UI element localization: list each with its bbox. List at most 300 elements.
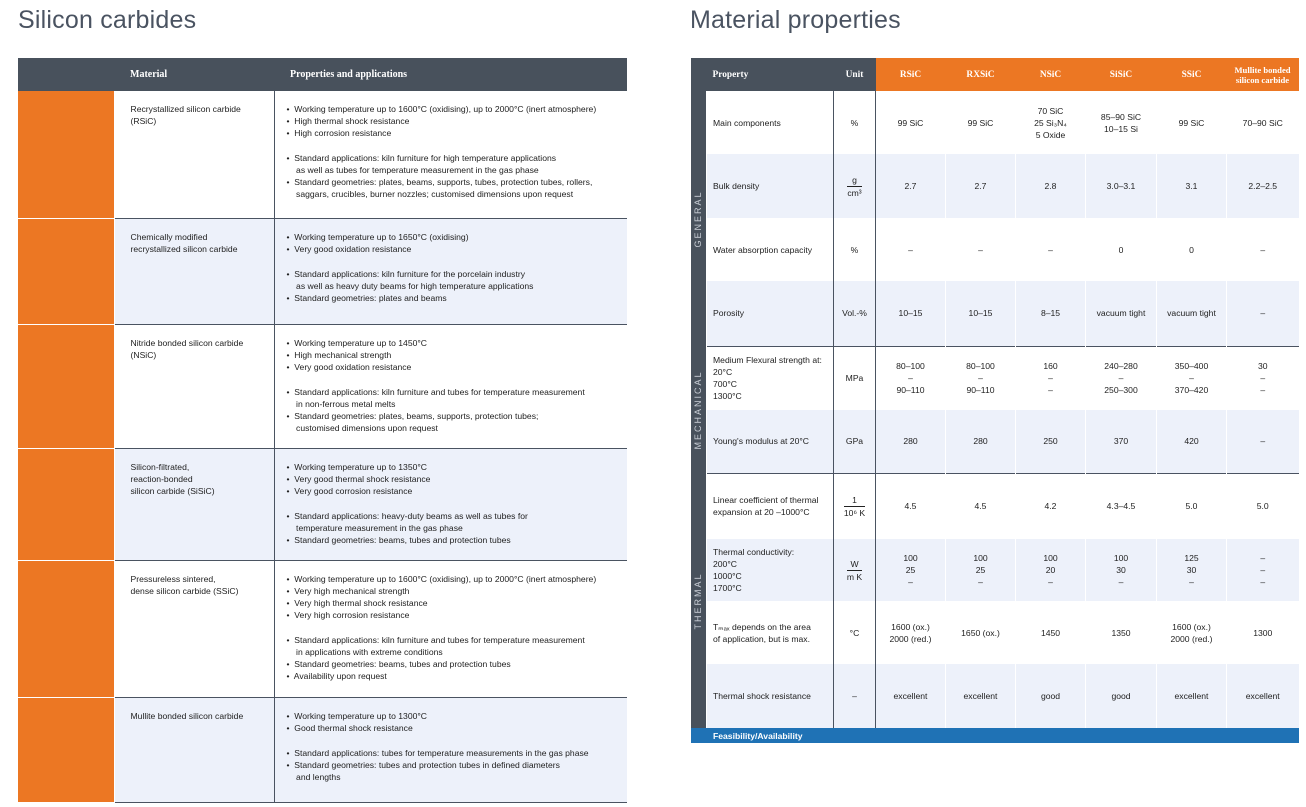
value-cell bbox=[1016, 91, 1086, 154]
property-line: • Very good oxidation resistance bbox=[286, 243, 412, 254]
material-name-line: recrystallized silicon carbide bbox=[130, 243, 238, 254]
properties-block bbox=[287, 337, 628, 373]
property-line: • Standard geometries: plates, beams, supports, tubes, protection tubes, rollers, bbox=[286, 177, 593, 187]
value-line: 2000 (red.) bbox=[1170, 633, 1213, 644]
material-name bbox=[114, 448, 274, 560]
value-cell bbox=[1016, 154, 1086, 218]
value-cell bbox=[1157, 664, 1227, 728]
value-cell bbox=[1227, 91, 1299, 154]
properties-cell bbox=[274, 91, 627, 218]
color-swatch bbox=[18, 91, 114, 218]
properties-block bbox=[287, 573, 628, 621]
material-name bbox=[114, 560, 274, 697]
value-cell bbox=[876, 410, 946, 473]
property-line: • Very good corrosion resistance bbox=[286, 485, 413, 496]
value-cell bbox=[1016, 281, 1086, 346]
value-line: 25 bbox=[905, 565, 916, 575]
properties-cell bbox=[274, 560, 627, 697]
property-name-line: Thermal conductivity: bbox=[713, 547, 795, 557]
header-property: Property bbox=[707, 58, 834, 91]
value-line: 0 bbox=[1189, 244, 1194, 255]
left-page-title: Silicon carbides bbox=[18, 6, 197, 34]
value-cell bbox=[1157, 601, 1227, 664]
value-line: 350–400 bbox=[1174, 361, 1209, 372]
value-line: – bbox=[1118, 577, 1124, 587]
color-swatch bbox=[18, 560, 114, 697]
value-cell bbox=[1086, 664, 1157, 728]
section-label-mechanical bbox=[691, 346, 707, 473]
value-cell bbox=[1086, 601, 1157, 664]
property-name-line: 700°C bbox=[713, 379, 737, 390]
value-line: 70 SiC bbox=[1037, 105, 1064, 116]
value-line: – bbox=[908, 244, 913, 255]
property-line: • Standard applications: kiln furniture and tubes for temperature measurement bbox=[286, 634, 585, 645]
value-line: 250 bbox=[1043, 436, 1058, 447]
color-swatch bbox=[18, 448, 114, 560]
property-line: • Standard applications: tubes for temperature measurements in the gas phase bbox=[286, 747, 589, 758]
unit-denominator: cm³ bbox=[847, 187, 862, 198]
value-line: 280 bbox=[973, 436, 988, 447]
value-line: – bbox=[1260, 385, 1266, 396]
property-line: • High corrosion resistance bbox=[286, 128, 392, 138]
property-name bbox=[707, 539, 834, 601]
unit-denominator: m K bbox=[846, 571, 863, 582]
value-cell bbox=[1016, 346, 1086, 410]
value-line: 5.0 bbox=[1256, 501, 1269, 512]
property-line: • Good thermal shock resistance bbox=[286, 722, 413, 733]
value-line: – bbox=[1189, 577, 1194, 587]
material-name-line: dense silicon carbide (SSiC) bbox=[130, 585, 239, 596]
header-material: Material bbox=[114, 58, 274, 91]
value-line: – bbox=[978, 577, 983, 587]
unit-numerator: 1 bbox=[844, 494, 865, 507]
material-properties-table bbox=[690, 58, 1299, 743]
property-row bbox=[691, 218, 1299, 281]
value-line: 4.2 bbox=[1044, 501, 1057, 512]
property-name bbox=[707, 346, 834, 410]
material-row bbox=[18, 324, 627, 448]
property-line: in applications with extreme conditions bbox=[286, 646, 443, 657]
property-name bbox=[707, 601, 834, 664]
material-name-line: Nitride bonded silicon carbide bbox=[130, 337, 244, 348]
property-name bbox=[707, 218, 834, 281]
properties-block bbox=[287, 747, 628, 783]
unit-cell: °C bbox=[834, 601, 876, 664]
unit-numerator: W bbox=[847, 558, 862, 571]
value-line: – bbox=[1048, 373, 1053, 384]
value-line: – bbox=[1260, 565, 1266, 575]
property-name-line: 1700°C bbox=[713, 583, 742, 593]
feasibility-row bbox=[691, 728, 1299, 743]
value-line: 370–420 bbox=[1174, 385, 1209, 396]
property-line: • Availability upon request bbox=[286, 670, 387, 681]
material-name-line: Recrystallized silicon carbide bbox=[130, 104, 241, 114]
value-cell bbox=[946, 539, 1016, 601]
properties-block bbox=[287, 710, 628, 734]
value-line: 30 bbox=[1257, 361, 1268, 372]
value-cell bbox=[1227, 218, 1299, 281]
material-name-line: Pressureless sintered, bbox=[130, 573, 216, 584]
value-cell bbox=[1157, 410, 1227, 473]
value-line: 3.0–3.1 bbox=[1106, 181, 1136, 191]
section-label-thermal bbox=[691, 473, 707, 728]
property-line: • Standard geometries: beams, tubes and protection tubes bbox=[286, 658, 511, 669]
value-line: 1350 bbox=[1111, 627, 1131, 638]
property-name bbox=[707, 664, 834, 728]
value-line: – bbox=[1260, 553, 1266, 563]
value-line: – bbox=[978, 373, 983, 384]
value-line: – bbox=[1118, 373, 1124, 384]
value-line: – bbox=[978, 244, 983, 255]
value-cell bbox=[1227, 410, 1299, 473]
value-cell bbox=[946, 346, 1016, 410]
value-cell bbox=[876, 346, 946, 410]
value-cell bbox=[1016, 410, 1086, 473]
properties-block bbox=[287, 461, 628, 497]
feasibility-label: Feasibility/Availability bbox=[691, 728, 1299, 743]
unit-cell bbox=[834, 473, 876, 539]
value-cell bbox=[1016, 473, 1086, 539]
value-line: – bbox=[1260, 577, 1266, 587]
value-cell bbox=[946, 664, 1016, 728]
value-cell bbox=[1086, 473, 1157, 539]
property-line: • Standard geometries: beams, tubes and protection tubes bbox=[286, 534, 511, 545]
value-line: 4.3–4.5 bbox=[1106, 501, 1136, 512]
value-cell bbox=[1086, 410, 1157, 473]
property-name-line: Linear coefficient of thermal bbox=[713, 495, 819, 506]
unit-cell: GPa bbox=[834, 410, 876, 473]
header-material-4: SSiC bbox=[1157, 58, 1227, 91]
property-line: • Very high thermal shock resistance bbox=[286, 597, 428, 608]
value-cell bbox=[946, 281, 1016, 346]
property-line: saggars, crucibles, burner nozzles; customised dimensions upon request bbox=[286, 189, 574, 199]
material-name bbox=[114, 218, 274, 324]
header-properties: Properties and applications bbox=[274, 58, 627, 91]
value-line: good bbox=[1040, 691, 1061, 701]
value-cell bbox=[1086, 154, 1157, 218]
value-line: – bbox=[1260, 308, 1266, 319]
properties-block bbox=[287, 103, 628, 139]
value-line: 250–300 bbox=[1104, 385, 1138, 396]
value-cell bbox=[1157, 154, 1227, 218]
value-cell bbox=[1016, 539, 1086, 601]
value-line: 2.7 bbox=[974, 181, 987, 191]
value-cell bbox=[1157, 539, 1227, 601]
unit-fraction bbox=[847, 558, 862, 583]
value-line: 99 SiC bbox=[897, 117, 924, 128]
property-name-line: Medium Flexural strength at: bbox=[713, 355, 822, 366]
material-name-line: (NSiC) bbox=[130, 349, 157, 360]
property-line: • Standard applications: heavy-duty beams as well as tubes for bbox=[286, 510, 528, 521]
unit-fraction bbox=[844, 494, 865, 519]
property-name bbox=[707, 154, 834, 218]
property-name bbox=[707, 410, 834, 473]
value-line: 80–100 bbox=[966, 361, 995, 372]
value-line: 420 bbox=[1184, 436, 1199, 447]
property-row bbox=[691, 473, 1299, 539]
value-cell bbox=[946, 601, 1016, 664]
value-line: vacuum tight bbox=[1096, 308, 1146, 319]
material-name-line: reaction-bonded bbox=[130, 473, 193, 484]
value-line: 5 Oxide bbox=[1035, 129, 1066, 140]
right-page-title: Material properties bbox=[690, 6, 901, 34]
header-material-3: SiSiC bbox=[1086, 58, 1157, 91]
value-line: – bbox=[1189, 373, 1194, 384]
property-line: • Very high corrosion resistance bbox=[286, 609, 410, 620]
value-line: excellent bbox=[1245, 691, 1280, 701]
property-row bbox=[691, 154, 1299, 218]
value-line: – bbox=[1260, 244, 1266, 255]
value-line: – bbox=[1260, 436, 1266, 447]
unit-cell: – bbox=[834, 664, 876, 728]
value-line: 99 SiC bbox=[967, 117, 994, 128]
color-swatch bbox=[18, 218, 114, 324]
value-line: 0 bbox=[1118, 244, 1124, 255]
property-line: as well as heavy duty beams for high temperature applications bbox=[286, 280, 534, 291]
value-line: 1300 bbox=[1253, 627, 1273, 638]
value-cell bbox=[1157, 473, 1227, 539]
value-line: 240–280 bbox=[1104, 361, 1138, 372]
value-line: 90–110 bbox=[966, 385, 995, 396]
value-line: vacuum tight bbox=[1167, 308, 1216, 319]
value-line: 3.1 bbox=[1185, 181, 1198, 191]
property-row bbox=[691, 281, 1299, 346]
properties-cell bbox=[274, 448, 627, 560]
property-name-line: 20°C bbox=[713, 367, 733, 378]
property-name-line: Main components bbox=[713, 117, 781, 128]
material-name-line: Chemically modified bbox=[130, 231, 208, 242]
value-line: 70–90 SiC bbox=[1242, 117, 1283, 128]
property-line: • Working temperature up to 1350°C bbox=[286, 461, 428, 472]
property-line: • Working temperature up to 1600°C (oxidising), up to 2000°C (inert atmosphere) bbox=[286, 573, 597, 584]
color-swatch bbox=[18, 324, 114, 448]
property-row bbox=[691, 410, 1299, 473]
unit-fraction bbox=[847, 174, 861, 199]
value-line: excellent bbox=[893, 691, 928, 701]
value-line: 10–15 Si bbox=[1104, 123, 1138, 134]
value-line: 2000 (red.) bbox=[889, 633, 932, 644]
material-name bbox=[114, 697, 274, 802]
material-row bbox=[18, 91, 627, 218]
property-line: • Standard applications: kiln furniture for high temperature applications bbox=[286, 153, 557, 163]
value-cell bbox=[876, 281, 946, 346]
value-line: 100 bbox=[973, 553, 988, 563]
value-line: 99 SiC bbox=[1178, 117, 1205, 128]
property-line: and lengths bbox=[286, 771, 341, 782]
property-line: • Very good oxidation resistance bbox=[286, 361, 412, 372]
value-cell bbox=[946, 410, 1016, 473]
value-line: 90–110 bbox=[896, 385, 925, 396]
header-material-1: RXSiC bbox=[946, 58, 1016, 91]
value-line: – bbox=[1048, 385, 1053, 396]
value-line: 100 bbox=[903, 553, 918, 563]
value-cell bbox=[1227, 281, 1299, 346]
properties-block bbox=[287, 268, 628, 304]
value-line: 25 bbox=[975, 565, 986, 575]
value-cell bbox=[1086, 539, 1157, 601]
properties-cell bbox=[274, 697, 627, 802]
value-cell bbox=[1227, 539, 1299, 601]
unit-cell: % bbox=[834, 91, 876, 154]
header-section-spacer bbox=[691, 58, 707, 91]
value-cell bbox=[1086, 281, 1157, 346]
unit-numerator: g bbox=[847, 174, 861, 187]
property-name bbox=[707, 473, 834, 539]
property-line: • High mechanical strength bbox=[286, 349, 392, 360]
property-line: • High thermal shock resistance bbox=[286, 116, 410, 126]
value-line: – bbox=[1048, 577, 1053, 587]
value-line: 2.7 bbox=[904, 181, 917, 191]
section-label-text: MECHANICAL bbox=[693, 369, 704, 450]
unit-cell bbox=[834, 539, 876, 601]
property-line: • Standard geometries: plates, beams, supports, protection tubes; bbox=[286, 410, 539, 421]
value-cell bbox=[1157, 218, 1227, 281]
property-line: • Very good thermal shock resistance bbox=[286, 473, 431, 484]
value-line: – bbox=[1260, 373, 1266, 384]
value-cell bbox=[876, 154, 946, 218]
unit-cell bbox=[834, 154, 876, 218]
value-cell bbox=[1016, 218, 1086, 281]
properties-block bbox=[287, 634, 628, 682]
property-name bbox=[707, 281, 834, 346]
property-name-line: 200°C bbox=[713, 559, 737, 569]
property-name-line: Tₘₐₓ depends on the area bbox=[713, 621, 811, 632]
property-line: • Standard geometries: plates and beams bbox=[286, 292, 447, 303]
property-name-line: Bulk density bbox=[713, 181, 760, 191]
value-cell bbox=[1157, 281, 1227, 346]
property-line: as well as tubes for temperature measurement in the gas phase bbox=[286, 165, 539, 175]
material-row bbox=[18, 560, 627, 697]
value-cell bbox=[1086, 218, 1157, 281]
property-row bbox=[691, 601, 1299, 664]
value-cell bbox=[876, 218, 946, 281]
value-cell bbox=[1227, 601, 1299, 664]
header-material-0: RSiC bbox=[876, 58, 946, 91]
material-row bbox=[18, 448, 627, 560]
property-line: temperature measurement in the gas phase bbox=[286, 522, 463, 533]
properties-block bbox=[287, 231, 628, 255]
value-cell bbox=[876, 91, 946, 154]
property-name-line: Young's modulus at 20°C bbox=[713, 436, 810, 447]
material-name-line: silicon carbide (SiSiC) bbox=[130, 485, 215, 496]
section-label-text: GENERAL bbox=[693, 189, 704, 248]
section-label-text: THERMAL bbox=[693, 571, 704, 630]
value-cell bbox=[876, 601, 946, 664]
value-cell bbox=[946, 218, 1016, 281]
header-material-5: Mullite bonded silicon carbide bbox=[1227, 58, 1299, 91]
value-line: – bbox=[1048, 244, 1053, 255]
property-line: • Standard applications: kiln furniture and tubes for temperature measurement bbox=[286, 386, 585, 397]
value-cell bbox=[1157, 346, 1227, 410]
value-line: 125 bbox=[1184, 553, 1199, 563]
value-cell bbox=[876, 664, 946, 728]
value-cell bbox=[1086, 346, 1157, 410]
property-name-line: 1000°C bbox=[713, 571, 742, 581]
value-line: 280 bbox=[903, 436, 918, 447]
properties-cell bbox=[274, 324, 627, 448]
property-line: in non-ferrous metal melts bbox=[286, 398, 396, 409]
value-cell bbox=[946, 91, 1016, 154]
value-line: 8–15 bbox=[1040, 308, 1061, 319]
value-line: 30 bbox=[1186, 565, 1197, 575]
properties-block bbox=[287, 386, 628, 434]
property-row bbox=[691, 346, 1299, 410]
value-line: 80–100 bbox=[896, 361, 925, 372]
property-name bbox=[707, 91, 834, 154]
header-unit: Unit bbox=[834, 58, 876, 91]
property-line: • Working temperature up to 1600°C (oxidising), up to 2000°C (inert atmosphere) bbox=[286, 104, 597, 114]
color-swatch bbox=[18, 697, 114, 802]
properties-cell bbox=[274, 218, 627, 324]
value-cell bbox=[946, 154, 1016, 218]
header-material-2: NSiC bbox=[1016, 58, 1086, 91]
header-spacer bbox=[18, 58, 114, 91]
value-line: 85–90 SiC bbox=[1100, 111, 1142, 122]
value-line: 1450 bbox=[1040, 627, 1061, 638]
value-line: 25 Si₃N₄ bbox=[1034, 117, 1067, 128]
property-row bbox=[691, 91, 1299, 154]
value-cell bbox=[1016, 664, 1086, 728]
value-line: 1600 (ox.) bbox=[891, 621, 930, 632]
property-line: • Working temperature up to 1450°C bbox=[286, 337, 428, 348]
material-row bbox=[18, 218, 627, 324]
properties-block bbox=[287, 152, 628, 200]
value-cell bbox=[1227, 664, 1299, 728]
property-line: • Very high mechanical strength bbox=[286, 585, 410, 596]
material-name-line: Silicon-filtrated, bbox=[130, 461, 190, 472]
value-line: excellent bbox=[963, 691, 998, 701]
property-name-line: expansion at 20 –1000°C bbox=[713, 507, 810, 518]
value-line: 10–15 bbox=[898, 308, 923, 319]
value-cell bbox=[1086, 91, 1157, 154]
silicon-carbides-table bbox=[18, 58, 627, 803]
value-line: 30 bbox=[1116, 565, 1126, 575]
unit-cell: MPa bbox=[834, 346, 876, 410]
property-name-line: Water absorption capacity bbox=[713, 244, 813, 255]
properties-block bbox=[287, 510, 628, 546]
value-cell bbox=[1227, 346, 1299, 410]
value-line: 4.5 bbox=[974, 501, 987, 512]
value-cell bbox=[1157, 91, 1227, 154]
value-cell bbox=[876, 473, 946, 539]
value-cell bbox=[876, 539, 946, 601]
property-name-line: 1300°C bbox=[713, 391, 742, 402]
property-line: • Working temperature up to 1300°C bbox=[286, 710, 428, 721]
property-line: • Standard geometries: tubes and protection tubes in defined diameters bbox=[286, 759, 560, 770]
value-line: 1650 (ox.) bbox=[961, 627, 1000, 638]
value-line: 20 bbox=[1045, 565, 1056, 575]
value-line: 1600 (ox.) bbox=[1172, 621, 1211, 632]
unit-cell: Vol.-% bbox=[834, 281, 876, 346]
unit-denominator: 10⁶ K bbox=[843, 507, 866, 518]
section-label-general bbox=[691, 91, 707, 346]
material-name bbox=[114, 324, 274, 448]
value-line: 370 bbox=[1113, 436, 1129, 447]
unit-cell: % bbox=[834, 218, 876, 281]
value-cell bbox=[946, 473, 1016, 539]
property-line: • Working temperature up to 1650°C (oxidising) bbox=[286, 231, 469, 242]
property-name-line: Porosity bbox=[713, 308, 745, 319]
value-line: – bbox=[908, 373, 913, 384]
value-cell bbox=[1016, 601, 1086, 664]
value-line: 100 bbox=[1043, 553, 1058, 563]
value-line: 10–15 bbox=[968, 308, 993, 319]
property-row bbox=[691, 664, 1299, 728]
property-row bbox=[691, 539, 1299, 601]
property-name-line: Thermal shock resistance bbox=[713, 691, 811, 701]
value-line: 160 bbox=[1043, 361, 1058, 372]
value-cell bbox=[1227, 154, 1299, 218]
